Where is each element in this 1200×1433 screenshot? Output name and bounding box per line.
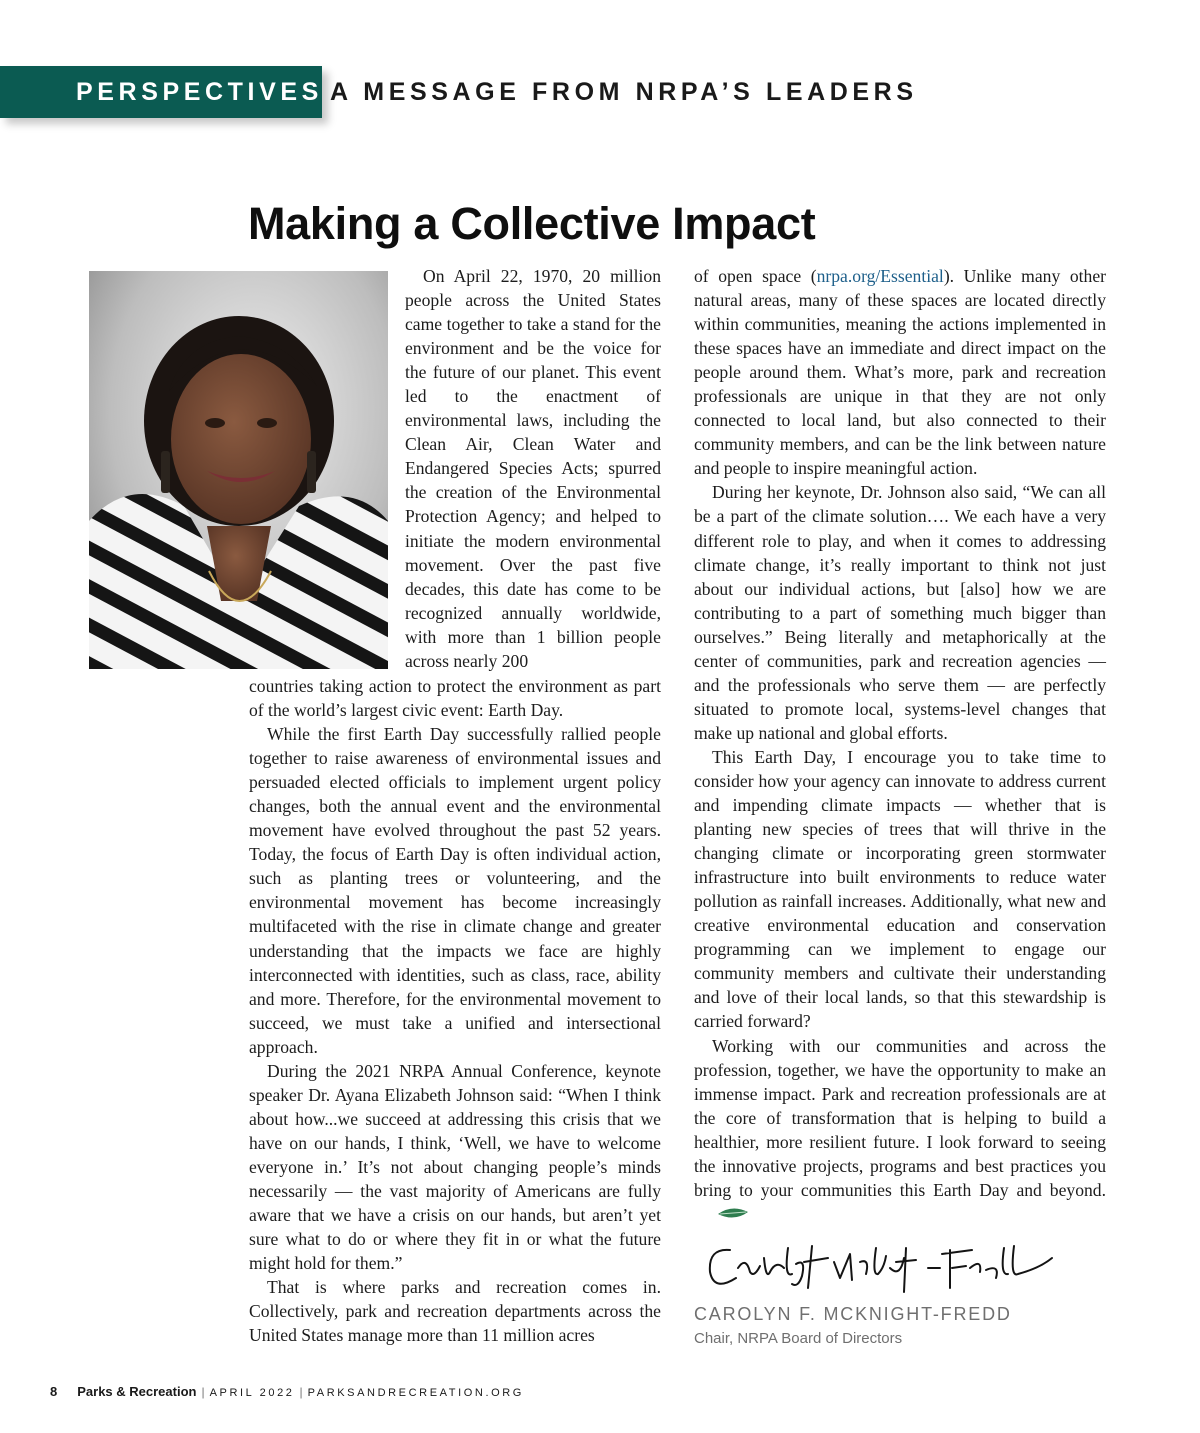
article-column-1-top bbox=[405, 264, 661, 673]
website: PARKSANDRECREATION.ORG bbox=[307, 1387, 524, 1399]
paragraph-parks-role: That is where parks and recreation comes in. Collectively, park and recreation departments across the United States manage more than 11 million acres bbox=[249, 1277, 661, 1346]
page-footer bbox=[50, 1384, 524, 1399]
magazine-name: Parks & Recreation bbox=[77, 1384, 197, 1399]
leaf-icon bbox=[698, 1204, 750, 1228]
issue-date: APRIL 2022 bbox=[209, 1387, 295, 1399]
footer-separator: | bbox=[299, 1385, 303, 1399]
author-photo bbox=[89, 271, 388, 669]
open-space-text-b: ). Unlike many other natural areas, many of these spaces are located directly within communities, meaning the actions implemented in these spaces have an immediate and direct impact on the people around them. What’s more, park and recreation professionals are unique in that they are not only connected to local land, but also connected to their community members, and can be the link between nature and people to inspire meaningful action. bbox=[694, 266, 1107, 479]
paragraph-intro-continued: countries taking action to protect the environment as part of the world’s largest civic event: Earth Day. bbox=[249, 676, 661, 721]
handwritten-signature bbox=[700, 1228, 1060, 1305]
paragraph-intro: On April 22, 1970, 20 million people across the United States came together to take a stand for the environment and be the voice for the future of our planet. This event led to the enactment of environmental laws, including the Clean Air, Clean Water and Endangered Species Acts; spurred the creation of the Environmental Protection Agency; and helped to initiate the modern environmental movement. Over the past five decades, this date has come to be recognized annually worldwide, with more than 1 billion people across nearly 200 bbox=[405, 266, 661, 671]
paragraph-earth-day-evolution: While the first Earth Day successfully rallied people together to raise awareness of environmental issues and persuaded elected officials to implement urgent policy changes, both the annual event and the environmental movement have evolved throughout the past 52 years. Today, the focus of Earth Day is often individual action, such as planting trees or volunteering, and the environmental movement has become increasingly multifaceted with the rise in climate change and greater understanding that the impacts we face are highly interconnected with identities, such as class, race, ability and more. Therefore, for the environmental movement to succeed, we must take a unified and intersectional approach. bbox=[249, 724, 661, 1057]
article-column-1-bottom bbox=[249, 674, 661, 1347]
paragraph-earth-day-encouragement: This Earth Day, I encourage you to take time to consider how your agency can innovate to address current and impending climate impacts — whether that is planting new species of trees that will thrive in the changing climate or incorporating green stormwater infrastructure into built environments to reduce water pollution as rainfall increases. Additionally, what new and creative environmental education and conservation programming can we implement to engage our community members and cultivate their understanding and love of their local lands, so that this stewardship is carried forward? bbox=[694, 746, 1106, 1032]
closing-text: Working with our communities and across the profession, together, we have the opportunity to make an immense impact. Park and recreation professionals are at the core of transformation that is helping to build a healthier, more resilient future. I look forward to seeing the innovative projects, programs and best practices you bring to your communities this Earth Day and beyond. bbox=[694, 1035, 1106, 1200]
article-column-2 bbox=[694, 264, 1106, 1228]
page-number: 8 bbox=[50, 1384, 58, 1399]
signer-title: Chair, NRPA Board of Directors bbox=[694, 1330, 903, 1347]
paragraph-open-space bbox=[694, 264, 1106, 480]
article-title: Making a Collective Impact bbox=[248, 198, 816, 249]
footer-separator: | bbox=[201, 1385, 205, 1399]
signer-name: CAROLYN F. MCKNIGHT-FREDD bbox=[694, 1304, 1012, 1324]
section-subhead: A MESSAGE FROM NRPA’S LEADERS bbox=[330, 78, 918, 106]
nrpa-essential-link[interactable]: nrpa.org/Essential bbox=[816, 266, 944, 286]
open-space-text-a: of open space ( bbox=[694, 266, 817, 286]
paragraph-keynote-quote: During the 2021 NRPA Annual Conference, keynote speaker Dr. Ayana Elizabeth Johnson said: “When I think about how...we succeed at addressing this crisis that we have on our hands, I think, ‘Well, we have to welcome everyone in.’ It’s not about changing people’s minds necessarily — the vast majority of Americans are fully aware that we have a crisis on our hands, but aren’t yet sure what to do or where they fit in or what the future might hold for them.” bbox=[249, 1060, 661, 1274]
paragraph-closing bbox=[694, 1034, 1106, 1228]
paragraph-climate-solution: During her keynote, Dr. Johnson also said, “We can all be a part of the climate solution…. We each have a very different role to play, and when it comes to addressing climate change, it’s really important to think not just about our individual actions, but [also] how we are contributing to a part of something much bigger than ourselves.” Being literally and metaphorically at the center of communities, park and recreation agencies — and the professionals who serve them — are perfectly situated to promote local, systems-level changes that make up national and global efforts. bbox=[694, 482, 1106, 743]
section-label: PERSPECTIVES bbox=[76, 78, 323, 106]
